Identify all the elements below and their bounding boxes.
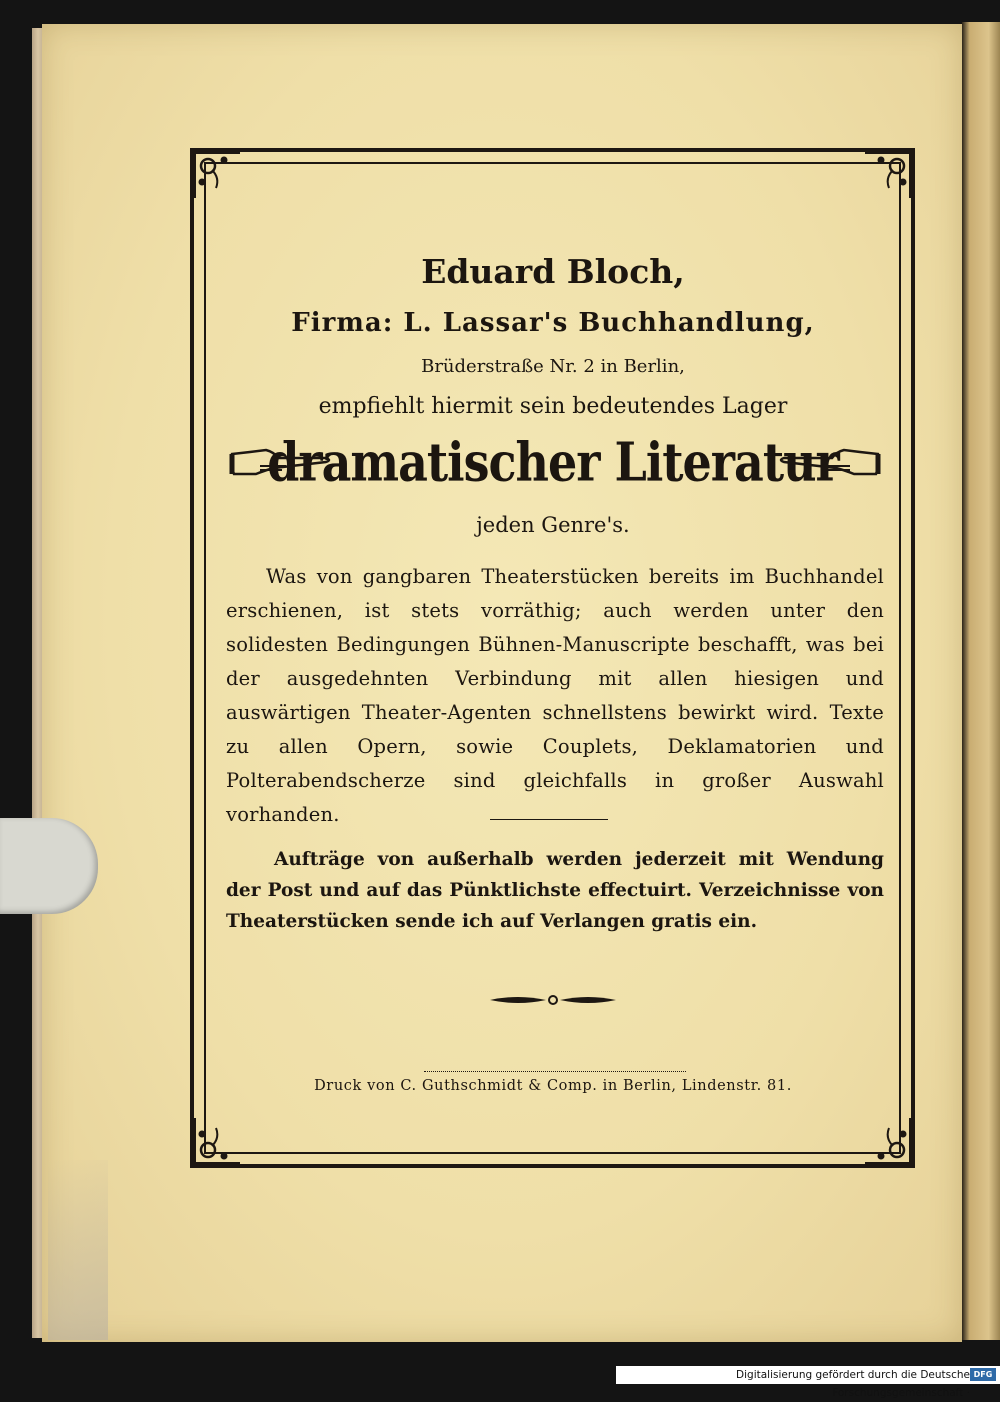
merchant-name: Eduard Bloch, (421, 252, 685, 291)
headline: dramatischer Literatur (267, 430, 839, 494)
body-paragraph: Was von gangbaren Theaterstücken bereits im Buchhandel erschienen, ist stets vorräthig; auch werden unter den solidesten Bedingungen Bühnen-Manuscripte beschafft, was bei der ausgedehnten Verbindung mit allen hiesigen und auswärtigen Theater-Agenten schnellstens bewirkt wird. Texte zu allen Opern, sowie Couplets, Deklamatorien und Polterabendscherze sind gleichfalls in großer Auswahl vorhanden. (226, 565, 884, 826)
firm-name: Firma: L. Lassar's Buchhandlung, (291, 308, 815, 338)
genre-line: jeden Genre's. (476, 513, 630, 537)
orders-paragraph: Aufträge von außerhalb werden jederzeit mit Wendung der Post und auf das Pünktlichste effectuirt. Verzeichnisse von Theaterstücken sende ich auf Verlangen gratis ein. (226, 849, 884, 932)
funding-footer: Digitalisierung gefördert durch die Deutsche Forschungsgemeinschaft · (616, 1366, 1000, 1384)
address: Brüderstraße Nr. 2 in Berlin, (421, 356, 685, 377)
dfg-logo: DFG (970, 1368, 996, 1381)
ornament-divider-icon (488, 992, 618, 1008)
next-page-edge (962, 22, 1000, 1340)
floral-corner-icon (861, 148, 915, 202)
divider-rule (490, 819, 608, 820)
floral-corner-icon (861, 1114, 915, 1168)
binding-tab (0, 818, 98, 914)
floral-corner-icon (190, 1114, 244, 1168)
printer-imprint: Druck von C. Guthschmidt & Comp. in Berlin, Lindenstr. 81. (314, 1078, 792, 1094)
recommendation-line: empfiehlt hiermit sein bedeutendes Lager (318, 394, 788, 419)
floral-corner-icon (190, 148, 244, 202)
page-wear (48, 1160, 108, 1340)
dotted-rule (424, 1071, 686, 1072)
